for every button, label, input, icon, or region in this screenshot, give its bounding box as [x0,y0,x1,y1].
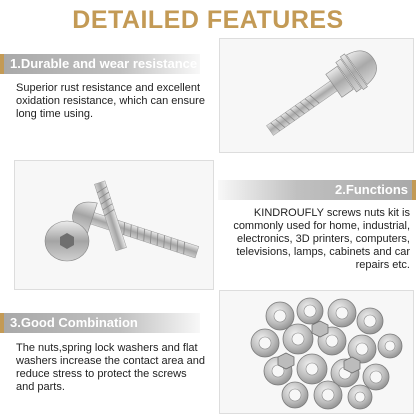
screws-image [15,161,213,289]
section-3-heading-text: 3.Good Combination [10,315,138,330]
bolt-assembly-image [220,39,413,152]
bolt-assembly-photo [219,38,414,153]
page-title: DETAILED FEATURES [72,6,344,34]
section-2-heading [218,180,416,200]
section-3-text: The nuts,spring lock washers and flat washers increase the contact area and reduce stress to protect the screws and parts. [16,342,205,393]
section-1-text: Superior rust resistance and excellent oxidation resistance, which can ensure long time using. [16,82,205,120]
screws-photo [14,160,214,290]
washers-nuts-photo [219,290,414,414]
section-2-text: KINDROUFLY screws nuts kit is commonly used for home, industrial, electronics, 3D printers, computers, televisions, lamps, cabinets and car repairs etc. [233,207,410,271]
section-3-heading [0,313,200,333]
accent-bar [0,313,4,333]
accent-bar [412,180,416,200]
accent-bar [0,54,4,74]
washers-nuts-image [220,291,413,413]
section-2-heading-text: 2.Functions [335,182,408,197]
section-1-heading [0,54,200,74]
section-1-heading-text: 1.Durable and wear resistance [10,56,198,71]
